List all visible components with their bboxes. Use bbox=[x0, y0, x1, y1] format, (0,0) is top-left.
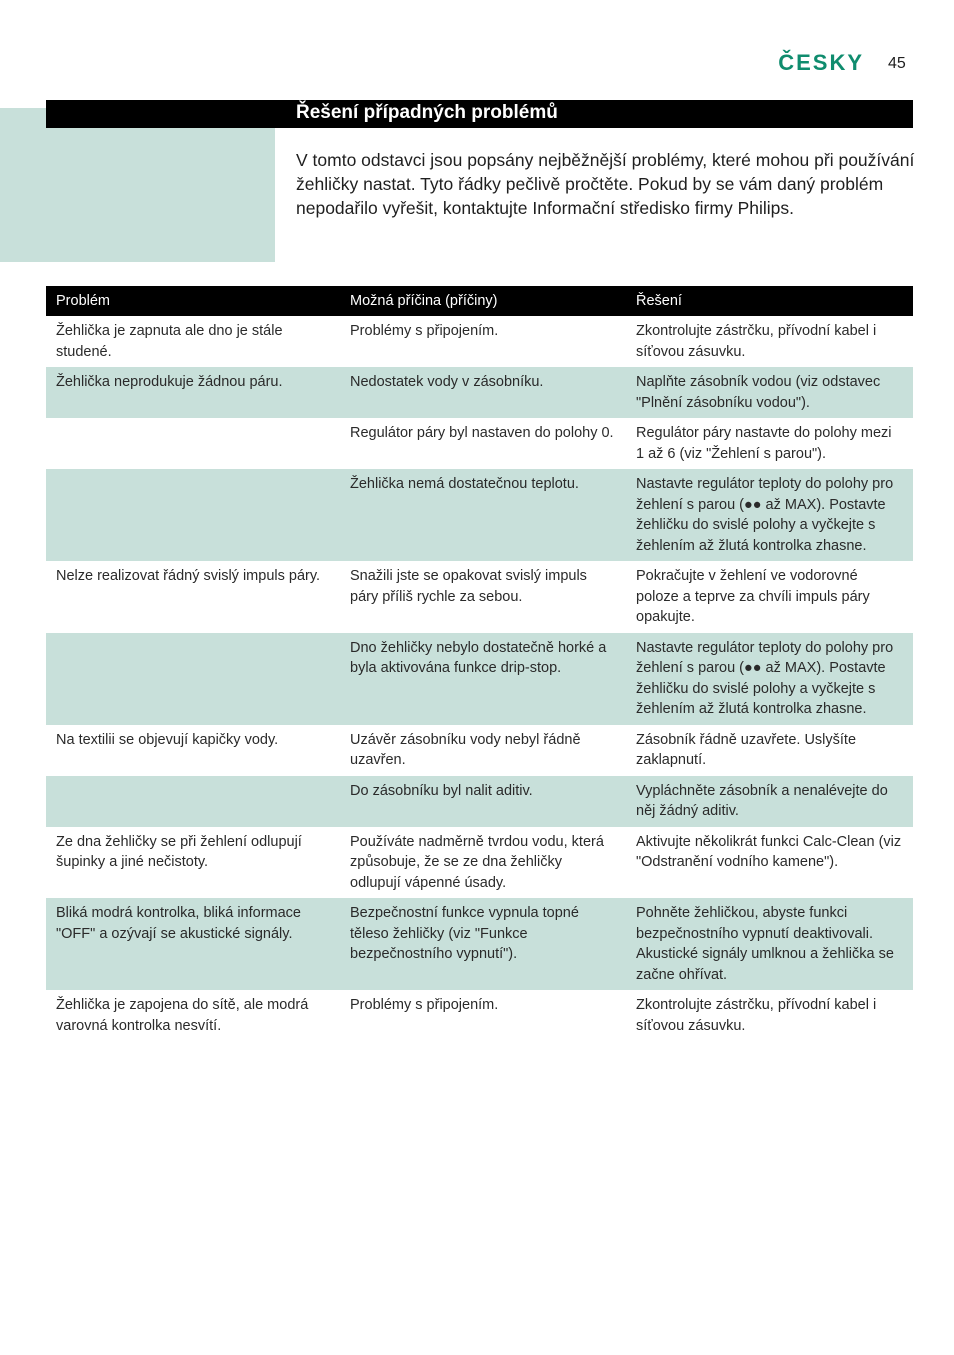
troubleshooting-table bbox=[46, 286, 913, 1041]
table-row bbox=[46, 776, 913, 827]
cell-problem: Ze dna žehličky se při žehlení odlupují šupinky a jiné nečistoty. bbox=[56, 833, 302, 870]
cell-problem: Žehlička je zapnuta ale dno je stále studené. bbox=[56, 323, 283, 360]
cell-cause: Dno žehličky nebylo dostatečně horké a byla aktivována funkce drip-stop. bbox=[340, 633, 626, 725]
cell-cause: Do zásobníku byl nalit aditiv. bbox=[340, 776, 626, 827]
language-label: ČESKY bbox=[778, 50, 864, 75]
table-row bbox=[46, 561, 913, 633]
cell-problem: Na textilii se objevují kapičky vody. bbox=[56, 731, 279, 748]
cell-solution: Aktivujte několikrát funkci Calc-Clean (viz "Odstranění vodního kamene"). bbox=[636, 833, 902, 870]
table-row bbox=[46, 827, 913, 899]
cell-solution: Nastavte regulátor teploty do polohy pro žehlení s parou (●● až MAX). Postavte žehličku do svislé polohy a vyčkejte s žehlením až žlutá kontrolka zhasne. bbox=[626, 633, 913, 725]
table-row bbox=[46, 633, 913, 725]
cell-solution: Vypláchněte zásobník a nenalévejte do něj žádný aditiv. bbox=[626, 776, 913, 827]
section-title: Řešení případných problémů bbox=[296, 102, 558, 123]
table-row bbox=[46, 418, 913, 469]
cell-solution: Pokračujte v žehlení ve vodorovné poloze a teprve za chvíli impuls páry opakujte. bbox=[636, 568, 870, 625]
intro-paragraph: V tomto odstavci jsou popsány nejběžnější problémy, které mohou při používání žehličky nastat. Tyto řádky pečlivě pročtěte. Pokud by se vám daný problém nepodařilo vyřešit, kontaktujte Informační středisko firmy Philips. bbox=[296, 150, 915, 218]
cell-cause: Bezpečnostní funkce vypnula topné těleso žehličky (viz "Funkce bezpečnostního vypnutí"). bbox=[340, 898, 626, 990]
side-decoration-box bbox=[0, 108, 275, 262]
table-row bbox=[46, 469, 913, 561]
cell-problem: Žehlička je zapojena do sítě, ale modrá varovná kontrolka nesvítí. bbox=[56, 997, 309, 1034]
cell-solution: Pohněte žehličkou, abyste funkci bezpečnostního vypnutí deaktivovali. Akustické signály umlknou a žehlička se začne ohřívat. bbox=[626, 898, 913, 990]
cell-cause: Problémy s připojením. bbox=[350, 997, 499, 1013]
table-row bbox=[46, 898, 913, 990]
header-solution: Řešení bbox=[626, 286, 913, 316]
cell-problem: Bliká modrá kontrolka, bliká informace "OFF" a ozývají se akustické signály. bbox=[46, 898, 340, 990]
table-row bbox=[46, 316, 913, 367]
cell-problem bbox=[46, 418, 340, 469]
header-cause: Možná příčina (příčiny) bbox=[340, 286, 626, 316]
cell-solution: Zkontrolujte zástrčku, přívodní kabel i síťovou zásuvku. bbox=[636, 323, 877, 360]
cell-cause: Problémy s připojením. bbox=[350, 323, 499, 339]
cell-cause: Uzávěr zásobníku vody nebyl řádně uzavřen. bbox=[350, 731, 581, 768]
cell-problem bbox=[46, 633, 340, 725]
cell-cause: Snažili jste se opakovat svislý impuls páry příliš rychle za sebou. bbox=[350, 568, 587, 605]
cell-solution: Zkontrolujte zástrčku, přívodní kabel i síťovou zásuvku. bbox=[636, 997, 877, 1034]
table-row bbox=[46, 990, 913, 1041]
cell-cause: Žehlička nemá dostatečnou teplotu. bbox=[340, 469, 626, 561]
cell-problem: Nelze realizovat řádný svislý impuls páry. bbox=[56, 568, 321, 584]
cell-solution: Nastavte regulátor teploty do polohy pro žehlení s parou (●● až MAX). Postavte žehličku do svislé polohy a vyčkejte s žehlením až žlutá kontrolka zhasne. bbox=[626, 469, 913, 561]
cell-solution: Regulátor páry nastavte do polohy mezi 1 až 6 (viz "Žehlení s parou"). bbox=[636, 425, 892, 462]
cell-cause: Nedostatek vody v zásobníku. bbox=[340, 367, 626, 418]
table-row bbox=[46, 725, 913, 776]
cell-solution: Naplňte zásobník vodou (viz odstavec "Plnění zásobníku vodou"). bbox=[626, 367, 913, 418]
page-number: 45 bbox=[888, 55, 906, 72]
cell-solution: Zásobník řádně uzavřete. Uslyšíte zaklapnutí. bbox=[636, 731, 857, 768]
cell-cause: Používáte nadměrně tvrdou vodu, která způsobuje, že se ze dna žehličky odlupují vápenné úsady. bbox=[350, 833, 604, 891]
table-header-row bbox=[46, 286, 913, 316]
cell-problem bbox=[46, 776, 340, 827]
cell-problem: Žehlička neprodukuje žádnou páru. bbox=[46, 367, 340, 418]
table-row bbox=[46, 367, 913, 418]
cell-cause: Regulátor páry byl nastaven do polohy 0. bbox=[350, 425, 614, 441]
cell-problem bbox=[46, 469, 340, 561]
header-problem: Problém bbox=[46, 286, 340, 316]
